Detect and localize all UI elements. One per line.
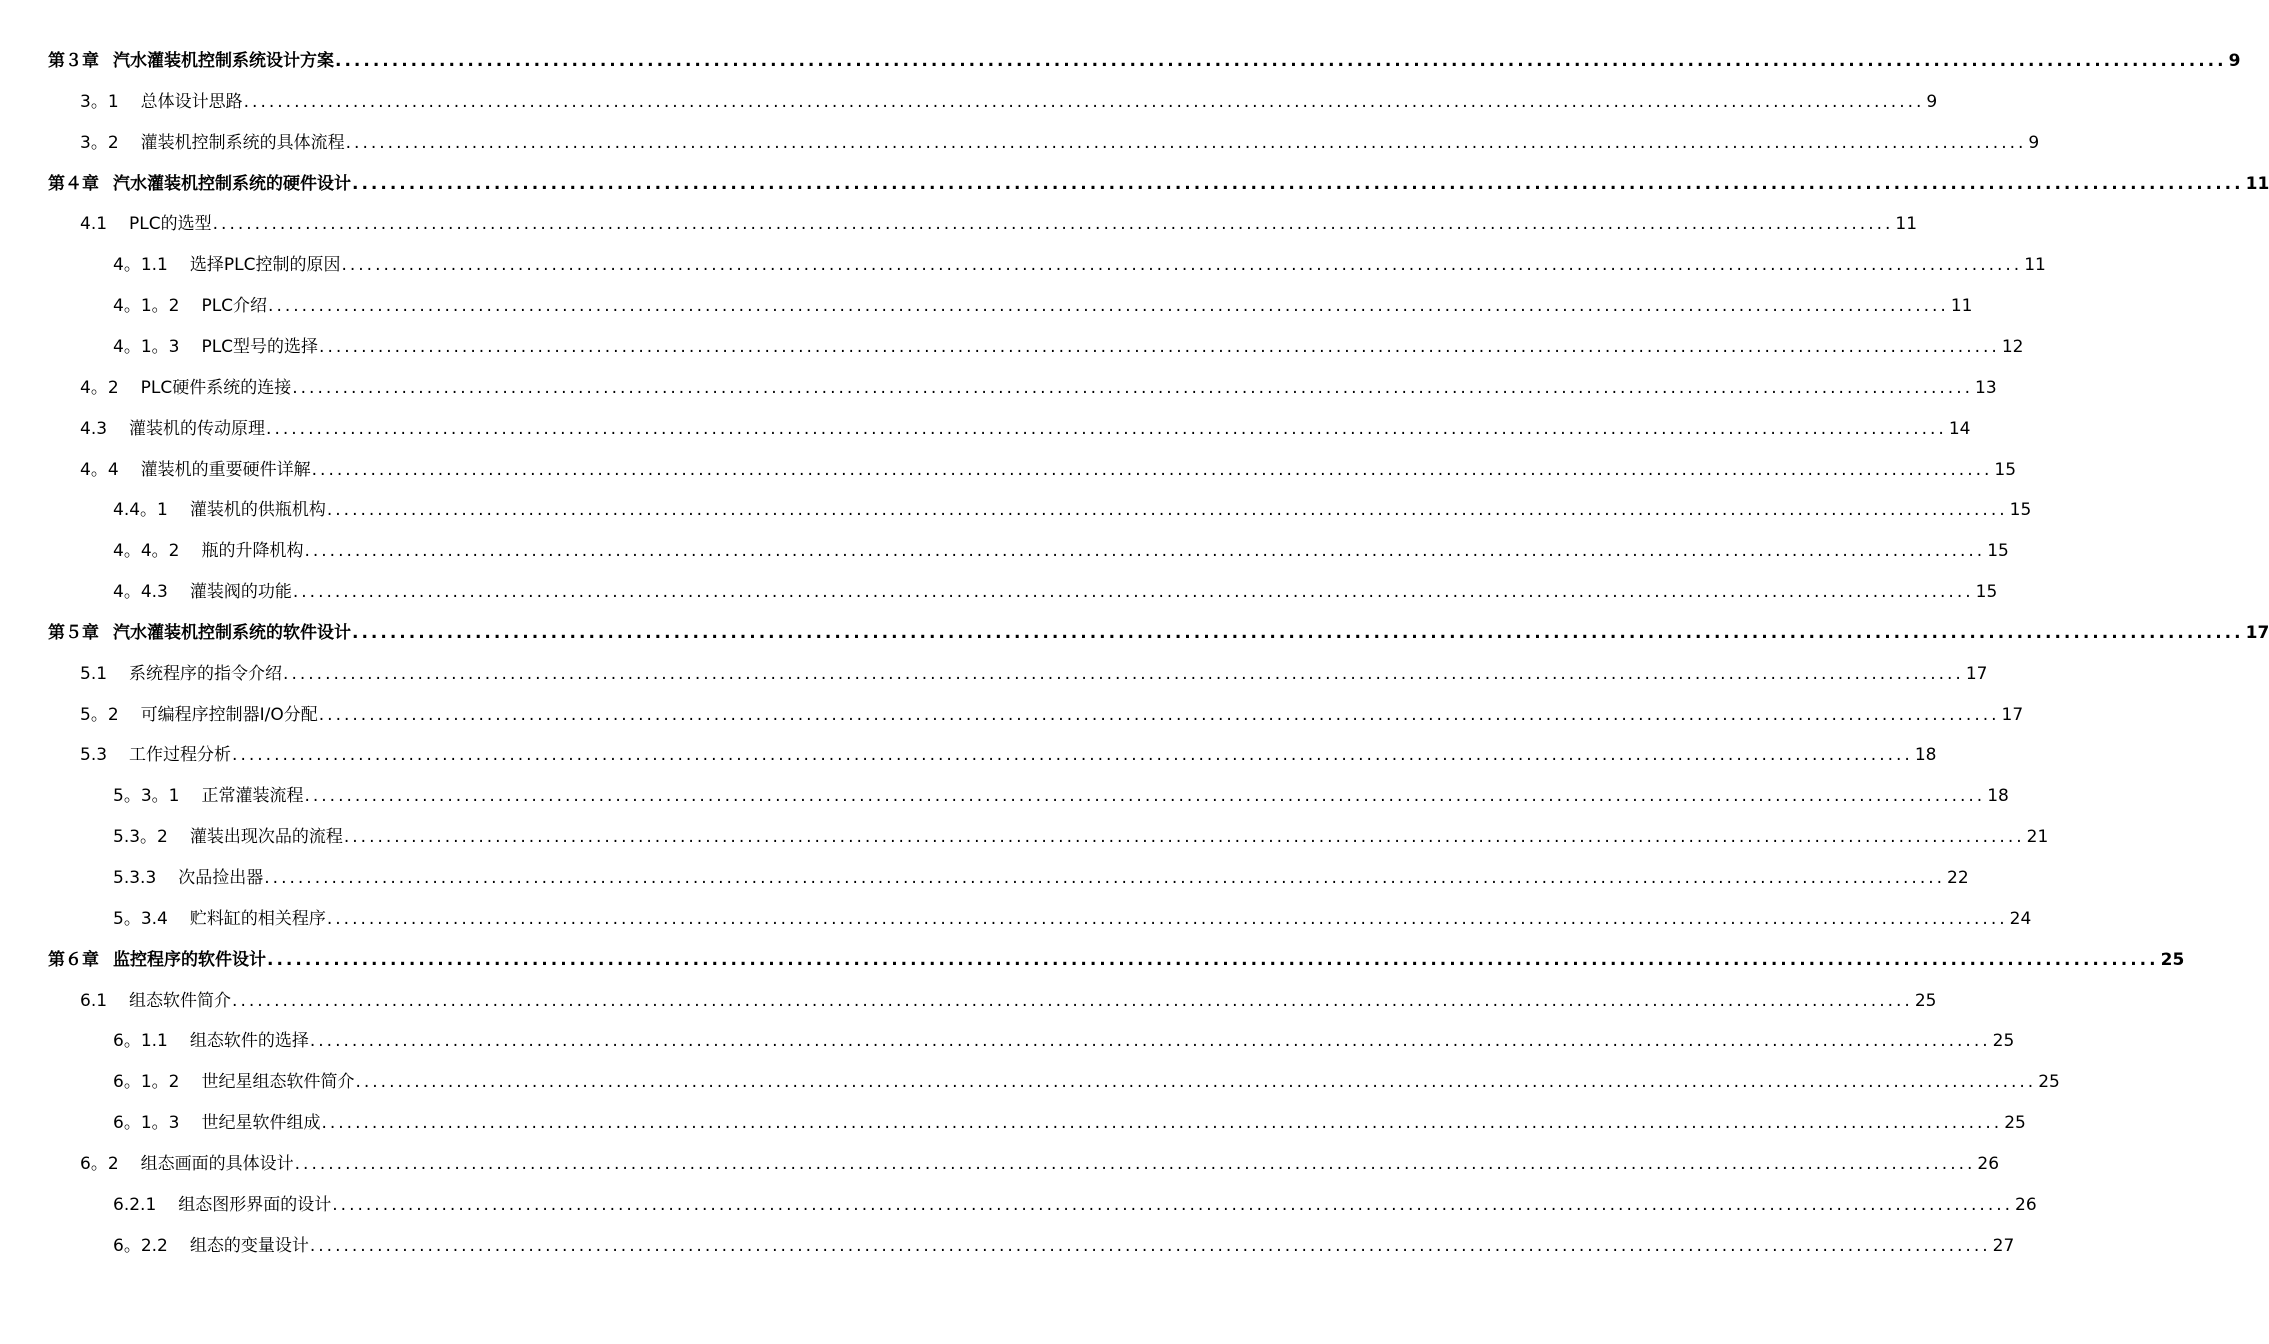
toc-dot-leader: ........................................................................................................................................................................................................: [267, 949, 2159, 970]
toc-dot-leader: ........................................................................................................................................................................................................: [319, 336, 2000, 357]
toc-section-entry[interactable]: [113, 900, 2032, 930]
toc-entry-title: 工作过程分析: [129, 745, 232, 766]
toc-page-number: 12: [2001, 336, 2024, 357]
toc-page-number: 9: [2028, 132, 2040, 153]
toc-dot-leader: ........................................................................................................................................................................................................: [268, 296, 1949, 317]
toc-entry-title: 组态软件简介: [129, 990, 232, 1011]
toc-section-entry[interactable]: [80, 369, 1997, 399]
toc-page-number: 25: [2038, 1072, 2060, 1093]
toc-dot-leader: ........................................................................................................................................................................................................: [345, 132, 2027, 153]
toc-section-entry[interactable]: [80, 736, 1937, 766]
toc-entry-title: 灌装机的重要硬件详解: [140, 459, 311, 480]
toc-dot-leader: ........................................................................................................................................................................................................: [212, 214, 1894, 235]
toc-page-number: 11: [1895, 214, 1918, 235]
toc-entry-title: 汽水灌装机控制系统的软件设计: [113, 622, 351, 643]
toc-section-entry[interactable]: [80, 655, 1988, 685]
toc-entry-title: 监控程序的软件设计: [113, 949, 266, 970]
toc-page-number: 25: [1992, 1031, 2015, 1052]
toc-entry-title: PLC的选型: [129, 214, 212, 235]
toc-chapter-entry[interactable]: [48, 42, 2241, 72]
toc-entry-number: 6.1: [80, 990, 108, 1011]
toc-dot-leader: ........................................................................................................................................................................................................: [309, 1031, 1991, 1052]
toc-dot-leader: ........................................................................................................................................................................................................: [326, 500, 2008, 521]
toc-section-entry[interactable]: [80, 982, 1937, 1012]
toc-entry-number: 6。2: [80, 1153, 119, 1174]
toc-page-number: 18: [1914, 745, 1937, 766]
toc-page-number: 11: [2024, 255, 2046, 276]
toc-entry-title: 瓶的升降机构: [201, 541, 304, 562]
toc-entry-number: 4。1。2: [113, 296, 180, 317]
toc-section-entry[interactable]: [113, 573, 1998, 603]
toc-page-number: 17: [2245, 622, 2269, 643]
toc-page-number: 24: [2009, 908, 2032, 929]
toc-page-number: 26: [2015, 1194, 2037, 1215]
toc-entry-number: 4.4。1: [113, 500, 168, 521]
toc-dot-leader: ........................................................................................................................................................................................................: [352, 173, 2244, 194]
toc-dot-leader: ........................................................................................................................................................................................................: [243, 91, 1925, 112]
toc-entry-number: 第５章: [48, 622, 99, 643]
toc-dot-leader: ........................................................................................................................................................................................................: [343, 827, 2025, 848]
toc-section-entry[interactable]: [113, 859, 1969, 889]
toc-entry-number: 4.1: [80, 214, 108, 235]
toc-dot-leader: ........................................................................................................................................................................................................: [292, 582, 1974, 603]
toc-entry-number: 6。1。3: [113, 1113, 180, 1134]
toc-page-number: 27: [1992, 1235, 2015, 1256]
toc-entry-number: 第６章: [48, 949, 99, 970]
toc-entry-number: 5。3。1: [113, 786, 180, 807]
toc-entry-title: 灌装机的传动原理: [129, 418, 266, 439]
toc-chapter-entry[interactable]: [48, 941, 2185, 971]
toc-entry-number: 4。4。2: [113, 541, 180, 562]
toc-dot-leader: ........................................................................................................................................................................................................: [294, 1153, 1976, 1174]
toc-page-number: 25: [2004, 1113, 2026, 1134]
toc-entry-number: 4。1.1: [113, 255, 168, 276]
toc-section-entry[interactable]: [113, 287, 1973, 317]
toc-section-entry[interactable]: [80, 1145, 2000, 1175]
toc-entry-title: 世纪星软件组成: [201, 1113, 321, 1134]
toc-dot-leader: ........................................................................................................................................................................................................: [283, 663, 1964, 684]
toc-entry-title: 总体设计思路: [140, 91, 243, 112]
toc-dot-leader: ........................................................................................................................................................................................................: [304, 541, 1986, 562]
toc-entry-title: 灌装阀的功能: [189, 582, 292, 603]
toc-dot-leader: ........................................................................................................................................................................................................: [304, 786, 1986, 807]
toc-dot-leader: ........................................................................................................................................................................................................: [321, 1113, 2003, 1134]
toc-section-entry[interactable]: [113, 1227, 2015, 1257]
toc-entry-title: 灌装机的供瓶机构: [189, 500, 326, 521]
toc-entry-title: PLC型号的选择: [201, 336, 319, 357]
toc-dot-leader: ........................................................................................................................................................................................................: [335, 51, 2227, 71]
toc-entry-number: 5.3。2: [113, 827, 168, 848]
toc-chapter-entry[interactable]: [48, 614, 2269, 644]
toc-page-number: 15: [1987, 541, 2009, 562]
toc-entry-number: 4。4: [80, 459, 119, 480]
toc-section-entry[interactable]: [113, 777, 2009, 807]
toc-entry-number: 3。2: [80, 132, 119, 153]
toc-page-number: 9: [2228, 51, 2241, 71]
toc-section-entry[interactable]: [113, 1022, 2015, 1052]
toc-section-entry[interactable]: [113, 491, 2032, 521]
toc-page-number: 15: [1975, 582, 1998, 603]
toc-dot-leader: ........................................................................................................................................................................................................: [311, 459, 1993, 480]
toc-entry-title: 汽水灌装机控制系统的硬件设计: [113, 173, 351, 194]
toc-entry-title: 正常灌装流程: [201, 786, 304, 807]
toc-entry-number: 4。4.3: [113, 582, 168, 603]
toc-page-number: 13: [1975, 377, 1997, 398]
toc-dot-leader: ........................................................................................................................................................................................................: [341, 255, 2023, 276]
toc-entry-number: 5。3.4: [113, 908, 168, 929]
toc-entry-number: 第４章: [48, 173, 99, 194]
toc-dot-leader: ........................................................................................................................................................................................................: [352, 622, 2244, 643]
toc-entry-number: 6.2.1: [113, 1194, 157, 1215]
toc-page-number: 11: [1950, 296, 1973, 317]
toc-section-entry[interactable]: [113, 246, 2046, 276]
toc-entry-number: 第３章: [48, 51, 99, 71]
toc-section-entry[interactable]: [80, 410, 1971, 440]
toc-page-number: 15: [2009, 500, 2032, 521]
toc-page-number: 17: [1965, 663, 1988, 684]
toc-section-entry[interactable]: [113, 532, 2009, 562]
toc-entry-title: 可编程序控制器I/O分配: [140, 704, 318, 725]
toc-section-entry[interactable]: [113, 1186, 2037, 1216]
toc-dot-leader: ........................................................................................................................................................................................................: [266, 418, 1947, 439]
toc-page-number: 22: [1947, 868, 1969, 888]
toc-dot-leader: ........................................................................................................................................................................................................: [292, 377, 1973, 398]
toc-section-entry[interactable]: [80, 124, 2040, 154]
toc-dot-leader: ........................................................................................................................................................................................................: [232, 745, 1913, 766]
toc-entry-number: 3。1: [80, 91, 119, 112]
toc-page-number: 25: [2160, 949, 2185, 970]
toc-entry-title: 组态画面的具体设计: [140, 1153, 294, 1174]
toc-dot-leader: ........................................................................................................................................................................................................: [326, 908, 2008, 929]
toc-entry-title: 灌装出现次品的流程: [189, 827, 343, 848]
toc-entry-title: 组态的变量设计: [189, 1235, 309, 1256]
toc-page-number: 25: [1914, 990, 1937, 1011]
toc-section-entry[interactable]: [113, 1104, 2026, 1134]
toc-page-number: 21: [2026, 827, 2049, 848]
toc-page-number: 14: [1948, 418, 1971, 439]
toc-entry-title: 贮料缸的相关程序: [189, 908, 326, 929]
toc-entry-title: 组态图形界面的设计: [178, 1194, 332, 1215]
toc-entry-number: 6。1。2: [113, 1072, 180, 1093]
toc-section-entry[interactable]: [80, 451, 2017, 481]
toc-page-number: 15: [1994, 459, 2017, 480]
toc-section-entry[interactable]: [113, 328, 2024, 358]
toc-section-entry[interactable]: [80, 205, 1918, 235]
toc-entry-number: 6。1.1: [113, 1031, 168, 1052]
toc-section-entry[interactable]: [80, 83, 1938, 113]
toc-dot-leader: ........................................................................................................................................................................................................: [332, 1194, 2014, 1215]
toc-dot-leader: ........................................................................................................................................................................................................: [355, 1072, 2037, 1093]
toc-dot-leader: ........................................................................................................................................................................................................: [309, 1235, 1991, 1256]
toc-entry-title: 世纪星组态软件简介: [201, 1072, 355, 1093]
toc-section-entry[interactable]: [80, 696, 2024, 726]
toc-page-number: 17: [2001, 704, 2024, 725]
toc-entry-title: PLC介绍: [201, 296, 268, 317]
toc-entry-title: 灌装机控制系统的具体流程: [140, 132, 345, 153]
toc-entry-number: 5.3.3: [113, 868, 157, 888]
toc-entry-number: 5。2: [80, 704, 119, 725]
toc-chapter-entry[interactable]: [48, 165, 2269, 195]
toc-entry-title: 选择PLC控制的原因: [189, 255, 341, 276]
toc-page-number: 11: [2245, 173, 2269, 194]
toc-page-number: 9: [1926, 91, 1938, 112]
toc-entry-title: 组态软件的选择: [189, 1031, 309, 1052]
toc-entry-title: 次品捡出器: [178, 868, 264, 888]
toc-section-entry[interactable]: [113, 1063, 2060, 1093]
toc-entry-title: 汽水灌装机控制系统设计方案: [113, 51, 334, 71]
toc-dot-leader: ........................................................................................................................................................................................................: [264, 868, 1946, 888]
toc-dot-leader: ........................................................................................................................................................................................................: [318, 704, 2000, 725]
toc-section-entry[interactable]: [113, 818, 2049, 848]
toc-entry-number: 5.3: [80, 745, 108, 766]
toc-entry-number: 4。1。3: [113, 336, 180, 357]
toc-entry-number: 5.1: [80, 663, 108, 684]
toc-entry-title: PLC硬件系统的连接: [140, 377, 292, 398]
toc-page-number: 18: [1987, 786, 2009, 807]
toc-entry-title: 系统程序的指令介绍: [129, 663, 283, 684]
toc-entry-number: 4。2: [80, 377, 119, 398]
toc-dot-leader: ........................................................................................................................................................................................................: [232, 990, 1913, 1011]
toc-entry-number: 6。2.2: [113, 1235, 168, 1256]
toc-entry-number: 4.3: [80, 418, 108, 439]
toc-page-number: 26: [1977, 1153, 2000, 1174]
